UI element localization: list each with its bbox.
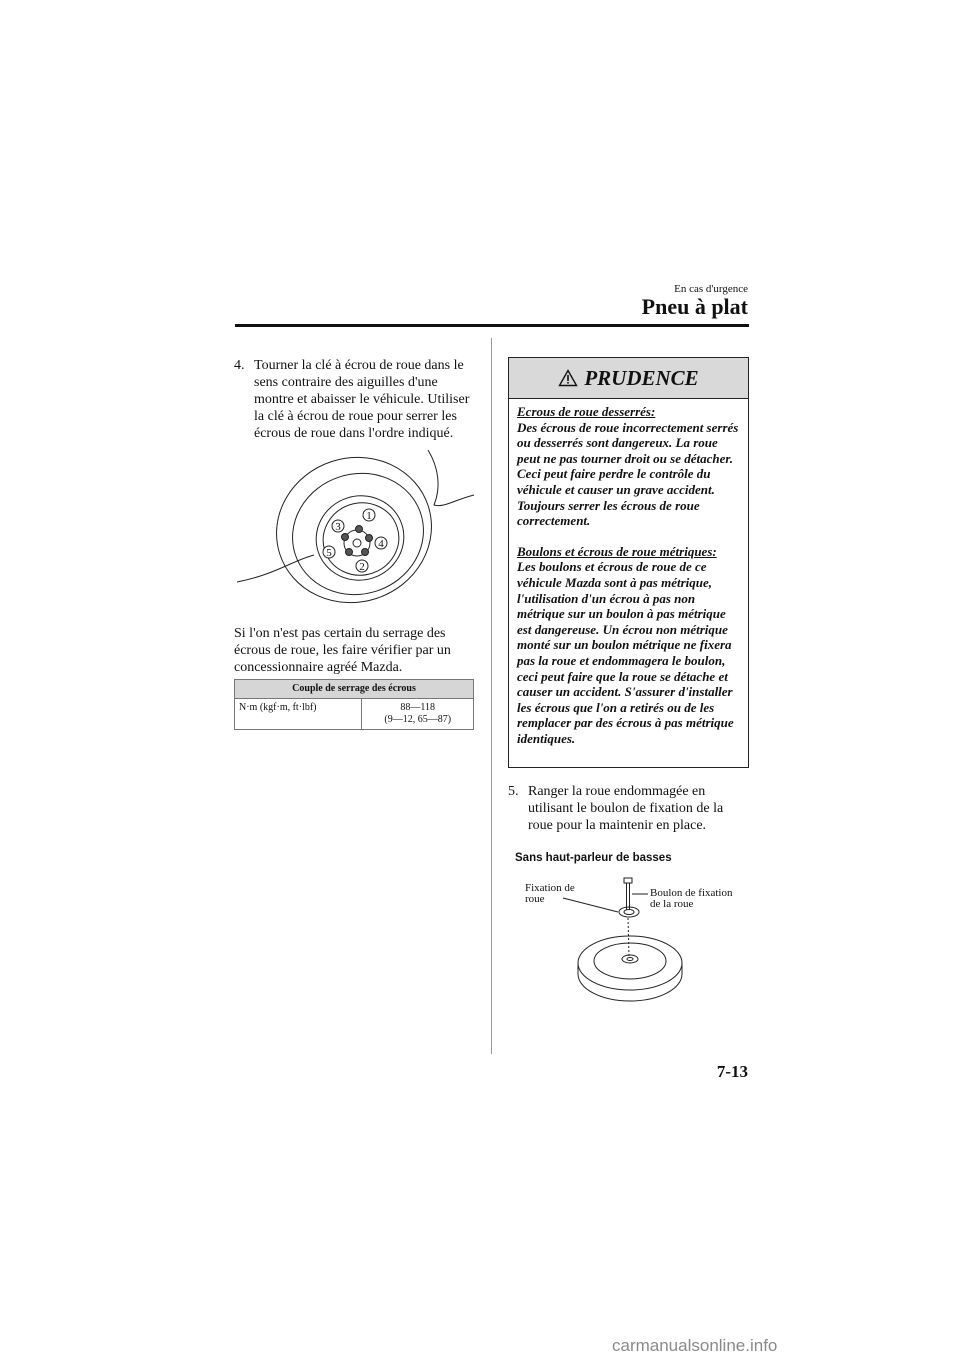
- section-header: En cas d'urgence: [674, 283, 748, 295]
- torque-table-header: Couple de serrage des écrous: [235, 680, 474, 699]
- storage-figure-caption: Sans haut-parleur de basses: [515, 852, 672, 864]
- step-5: [508, 783, 748, 834]
- caution-body: [509, 399, 748, 746]
- nut-number-4: 4: [378, 538, 384, 550]
- bolt-label: [650, 888, 733, 910]
- caution-subtitle-loose-nuts: Ecrous de roue desserrés:: [517, 404, 656, 419]
- lug-nut: [346, 549, 353, 556]
- bolt-label-line1: Boulon de fixation: [650, 887, 733, 899]
- lug-nut: [362, 549, 369, 556]
- step-4-text: Tourner la clé à écrou de roue dans le sens contraire des aiguilles d'une montre et abaisser le véhicule. Utiliser la clé à écrou de roue pour serrer les écrous de roue dans l'ordre indiqué.: [254, 358, 470, 441]
- bolt-label-line2: de la roue: [650, 898, 694, 910]
- torque-table: [234, 679, 474, 730]
- lug-nut: [356, 526, 363, 533]
- step-4-number: 4.: [234, 358, 245, 373]
- caution-title: PRUDENCE: [584, 365, 699, 390]
- caution-subtitle-metric: Boulons et écrous de roue métriques:: [517, 543, 717, 559]
- column-divider: [491, 338, 492, 1054]
- nut-number-1: 1: [366, 510, 372, 522]
- header-rule: [235, 324, 749, 327]
- fender-line: [428, 450, 474, 506]
- warning-triangle-icon: [558, 369, 578, 387]
- watermark-link[interactable]: carmanualsonline.info: [612, 1336, 778, 1355]
- lug-nut: [342, 534, 349, 541]
- torque-value-alt: (9―12, 65―87): [384, 714, 452, 725]
- wheel-tightening-illustration: [234, 440, 476, 610]
- tire-outer: [258, 440, 451, 610]
- nut-number-2: 2: [359, 561, 365, 573]
- nut-number-5: 5: [326, 547, 332, 559]
- nut-number-3: 3: [335, 521, 341, 533]
- torque-unit-cell: N·m (kgf·m, ft·lbf): [235, 699, 362, 730]
- page-number: 7-13: [716, 1062, 748, 1081]
- fixation-cone-inner: [624, 910, 634, 915]
- fixation-label-line1: Fixation de: [525, 882, 575, 894]
- fixation-label: [525, 883, 575, 905]
- torque-value-cell: [362, 699, 474, 730]
- table-row: [235, 699, 474, 730]
- caution-box: [508, 357, 749, 768]
- lug-nut: [366, 535, 373, 542]
- step-4: [234, 357, 474, 442]
- caution-header: [509, 358, 748, 399]
- fixation-label-line2: roue: [525, 893, 545, 905]
- caution-text-metric: Les boulons et écrous de roue de ce véhicule Mazda sont à pas métrique, l'utilisation d'un écrou à pas non métrique sur un boulon à pas métrique est dangereuse. Un écrou non métrique monté sur un boulon métrique ne fixera pas la roue et endommagera le boulon, ceci peut faire que la roue se détache et causer un accident. S'assurer d'installer les écrous que l'on a retirés ou de les remplacer par des écrous à pas métrique identiques.: [517, 559, 734, 746]
- page-title: Pneu à plat: [641, 294, 748, 319]
- torque-value-nm: 88―118: [400, 702, 436, 713]
- verification-paragraph: Si l'on n'est pas certain du serrage des écrous de roue, les faire vérifier par un concessionnaire agréé Mazda.: [234, 626, 451, 675]
- hub-center: [353, 539, 361, 547]
- step-5-text: Ranger la roue endommagée en utilisant le boulon de fixation de la roue pour la maintenir en place.: [528, 784, 724, 833]
- step-5-number: 5.: [508, 784, 519, 799]
- bolt-head: [624, 878, 632, 883]
- caution-text-loose-nuts: Des écrous de roue incorrectement serrés ou desserrés sont dangereux. La roue peut ne pas tourner droit ou se détacher. Ceci peut faire perdre le contrôle du véhicule et causer un grave accident. Toujours serrer les écrous de roue correctement.: [517, 419, 739, 529]
